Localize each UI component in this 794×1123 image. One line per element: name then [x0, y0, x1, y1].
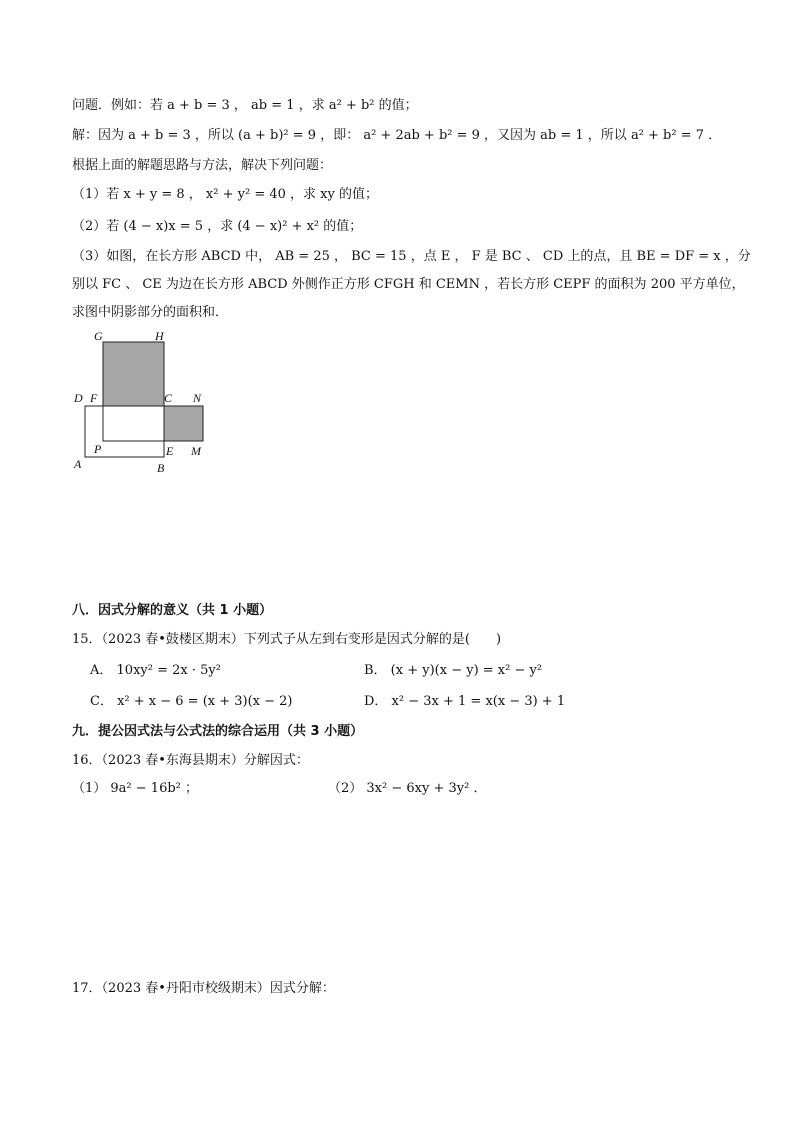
geometry-figure — [60, 322, 230, 482]
question-16-part-2: （2） 3x² − 6xy + 3y² ． — [328, 781, 487, 796]
intro-line-3: 根据上面的解题思路与方法，解决下列问题： — [72, 158, 333, 173]
option-c[interactable]: C． x² + x − 6 = (x + 3)(x − 2) — [90, 694, 293, 709]
label-h: H — [155, 329, 164, 343]
section-9-heading: 九．提公因式法与公式法的综合运用（共 3 小题） — [72, 724, 364, 739]
option-d[interactable]: D． x² − 3x + 1 = x(x − 3) + 1 — [364, 694, 566, 709]
section-8-heading: 八．因式分解的意义（共 1 小题） — [72, 603, 273, 618]
label-d: D — [74, 391, 83, 405]
question-3-line-3: 求图中阴影部分的面积和． — [72, 305, 229, 320]
label-p: P — [94, 442, 102, 456]
question-15: 15．（2023 春•鼓楼区期末）下列式子从左到右变形是因式分解的是( ) — [72, 632, 502, 647]
question-3-line-2: 别以 FC 、 CE 为边在长方形 ABCD 外侧作正方形 CFGH 和 CEMN ，若长方形 CEPF 的面积为 200 平方单位， — [72, 277, 745, 292]
square-cemn — [164, 406, 203, 441]
label-f: F — [90, 391, 98, 405]
rectangle-cepf — [103, 406, 164, 441]
label-m: M — [191, 444, 201, 458]
label-n: N — [193, 391, 202, 405]
label-a: A — [74, 457, 82, 471]
question-16: 16．（2023 春•东海县期末）分解因式： — [72, 753, 309, 768]
question-1: （1）若 x + y = 8 ， x² + y² = 40 ，求 xy 的值； — [72, 187, 378, 202]
label-g: G — [94, 329, 103, 343]
option-b[interactable]: B． (x + y)(x − y) = x² − y² — [364, 663, 543, 678]
intro-line-2: 解：因为 a + b = 3 ，所以 (a + b)² = 9 ，即： a² + 2ab + b² = 9 ，又因为 ab = 1 ，所以 a² + b² = 7 ． — [72, 128, 722, 143]
square-cfgh — [103, 342, 164, 406]
option-a[interactable]: A． 10xy² = 2x · 5y² — [90, 663, 221, 678]
intro-line-1: 问题．例如：若 a + b = 3 ， ab = 1 ，求 a² + b² 的值； — [72, 98, 418, 113]
question-2: （2）若 (4 − x)x = 5 ，求 (4 − x)² + x² 的值； — [72, 219, 363, 234]
question-3-line-1: （3）如图，在长方形 ABCD 中， AB = 25 ， BC = 15 ，点 E ， F 是 BC 、 CD 上的点，且 BE = DF = x ，分 — [72, 249, 751, 264]
label-c: C — [164, 391, 173, 405]
question-17: 17．（2023 春•丹阳市校级期末）因式分解： — [72, 981, 335, 996]
question-16-part-1: （1） 9a² − 16b² ； — [72, 781, 199, 796]
label-e: E — [166, 444, 174, 458]
label-b: B — [157, 461, 165, 475]
